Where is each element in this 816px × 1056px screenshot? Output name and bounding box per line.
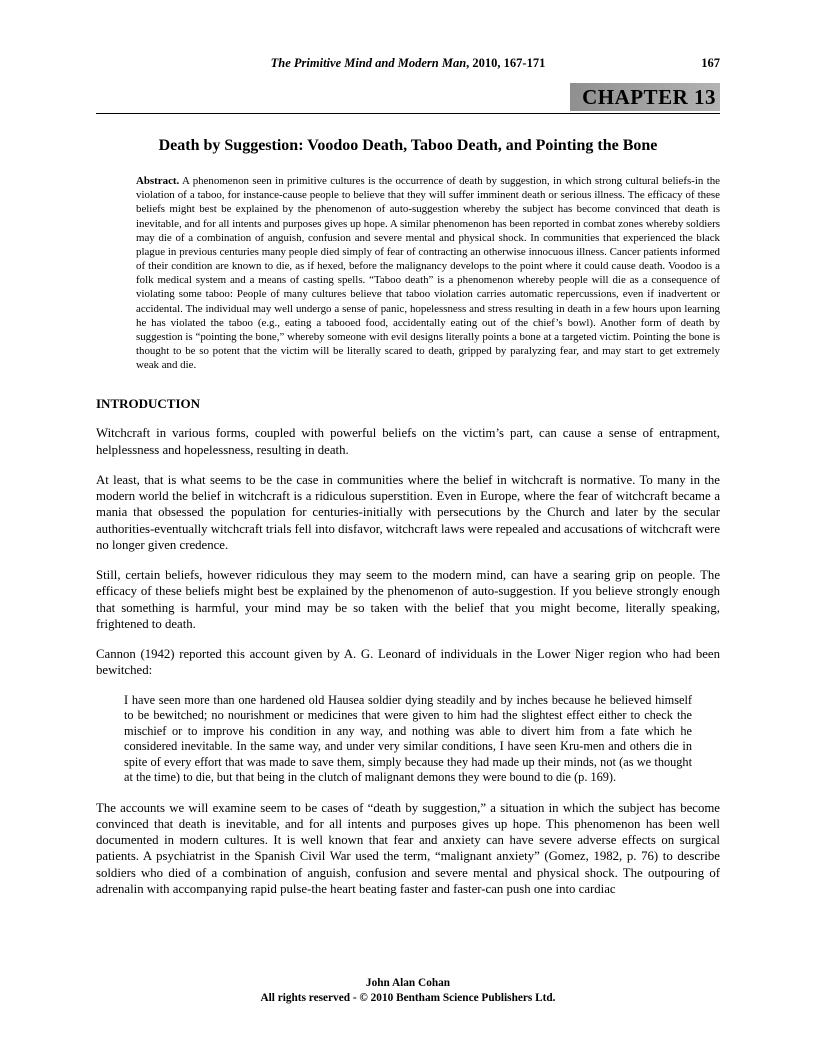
header-rule: [96, 113, 720, 114]
abstract: [136, 174, 720, 372]
block-quote: I have seen more than one hardened old Hausea soldier dying steadily and by inches because he believed himself to be bewitched; no nourishment or medicines that were given to him had the slightest effect either to check the mischief or to improve his condition in any way, and nothing was able to divert him from a fate which he considered inevitable. In the same way, and under very similar conditions, I have seen Kru-men and others die in spite of every effort that was made to save them, simply because they had made up their minds, not (as we thought at the time) to die, but that being in the clutch of malignant demons they were bound to die (p. 169).: [124, 692, 692, 785]
footer-author: John Alan Cohan: [365, 976, 451, 989]
article-title: Death by Suggestion: Voodoo Death, Taboo Death, and Pointing the Bone: [158, 137, 658, 154]
page-footer: [0, 976, 816, 1007]
running-title: The Primitive Mind and Modern Man: [270, 56, 467, 70]
running-citation: , 2010, 167-171: [466, 56, 546, 70]
running-header: [96, 56, 720, 71]
paragraph-2: At least, that is what seems to be the case in communities where the belief in witchcraft is normative. To many in the modern world the belief in witchcraft is a ridiculous superstition. Even in Europe, where the fear of witchcraft became a mania that obsessed the population for centuries-initially with persecutions by the Church and later by the secular authorities-eventually witchcraft trials fell into disfavor, witchcraft laws were repealed and accusations of witchcraft were no longer given credence.: [96, 472, 720, 552]
paragraph-4: Cannon (1942) reported this account given by A. G. Leonard of individuals in the Lower Niger region who had been bewitched:: [96, 647, 720, 678]
chapter-label: CHAPTER 13: [570, 83, 720, 111]
abstract-text: A phenomenon seen in primitive cultures is the occurrence of death by suggestion, in which strong cultural beliefs-in the violation of a taboo, for instance-cause people to believe that they will suffer imminent death or serious illness. The efficacy of these beliefs might best be explained by the phenomenon of auto-suggestion whereby the subject has become convinced that death is inevitable, and for all intents and purposes gives up hope. A similar phenomenon has been reported in combat zones whereby soldiers may die of a combination of anguish, confusion and severe mental and physical shock. In communities that experienced the black plague in previous centuries many people died simply of fear of contracting an otherwise innocuous illness. Cancer patients informed of their condition are known to die, as if hexed, before the malignancy develops to the point where it could cause death. Voodoo is a folk medical system and a means of casting spells. “Taboo death” is a phenomenon whereby people will die as a consequence of violating some taboo: People of many cultures believe that taboo violation carries automatic repercussions, even if inadvertent or accidental. The individual may well undergo a sense of panic, hopelessness and stress resulting in death in a few hours upon learning he has violated the taboo (e.g., eating a tabooed food, accidentally eating out of the chief’s bowl). Another form of death by suggestion is “pointing the bone,” whereby someone with evil designs literally points a bone at a targeted victim. Pointing the bone is thought to be so potent that the victim will be literally scared to death, gripped by paralyzing fear, and may start to get extremely weak and die.: [136, 175, 720, 372]
section-heading-introduction: INTRODUCTION: [96, 396, 201, 412]
chapter-banner: [96, 83, 720, 111]
paragraph-5: The accounts we will examine seem to be cases of “death by suggestion,” a situation in which the subject has become convinced that death is inevitable, and for all intents and purposes gives up hope. This phenomenon has been well documented in modern cultures. It is well known that fear and anxiety can have severe adverse effects on surgical patients. A psychiatrist in the Spanish Civil War used the term, “malignant anxiety” (Gomez, 1982, p. 76) to describe soldiers who died of a combination of anguish, confusion and severe mental and physical shock. The outpouring of adrenalin with accompanying rapid pulse-the heart beating faster and faster-can push one into cardiac: [96, 800, 720, 896]
paragraph-3: Still, certain beliefs, however ridiculous they may seem to the modern mind, can have a searing grip on people. The efficacy of these beliefs might best be explained by the phenomenon of auto-suggestion. If you believe strongly enough that something is harmful, your mind may be so taken with the belief that you might become, literally speaking, frightened to death.: [96, 568, 720, 631]
footer-copyright: All rights reserved - © 2010 Bentham Science Publishers Ltd.: [260, 991, 556, 1004]
page-number: 167: [701, 56, 720, 70]
paragraph-1: Witchcraft in various forms, coupled with powerful beliefs on the victim’s part, can cause a sense of entrapment, helplessness and hopelessness, resulting in death.: [96, 426, 720, 457]
abstract-label: Abstract.: [136, 175, 180, 187]
